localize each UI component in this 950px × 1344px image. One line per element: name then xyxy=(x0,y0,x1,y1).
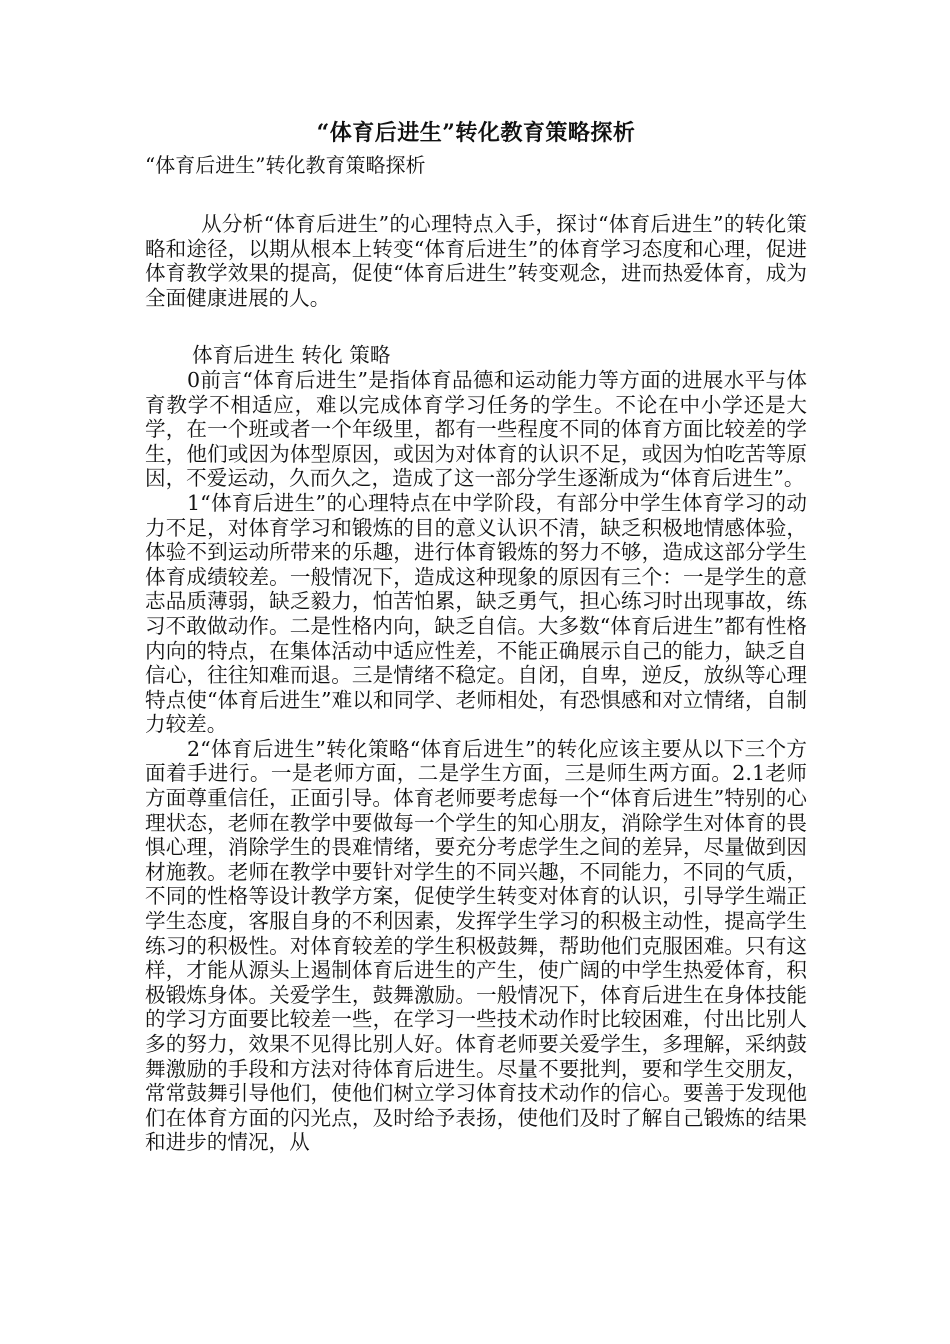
abstract-paragraph: 从分析“体育后进生”的心理特点入手，探讨“体育后进生”的转化策略和途径，以期从根本上转变“体育后进生”的体育学习态度和心理，促进体育教学效果的提高，促使“体育后进生”转变观念，进而热爱体育，成为全面健康进展的人。 xyxy=(145,212,807,310)
body-paragraph-strategy: 2“体育后进生”转化策略“体育后进生”的转化应该主要从以下三个方面着手进行。一是老师方面，二是学生方面，三是师生两方面。2.1老师方面尊重信任，正面引导。体育老师要考虑每一个“体育后进生”特别的心理状态，老师在教学中要做每一个学生的知心朋友，消除学生对体育的畏惧心理，消除学生的畏难情绪，要充分考虑学生之间的差异，尽量做到因材施教。老师在教学中要针对学生的不同兴趣，不同能力，不同的气质，不同的性格等设计教学方案，促使学生转变对体育的认识，引导学生端正学生态度，客服自身的不利因素，发挥学生学习的积极主动性，提高学生练习的积极性。对体育较差的学生积极鼓舞，帮助他们克服困难。只有这样，才能从源头上遏制体育后进生的产生，使广阔的中学生热爱体育，积极锻炼身体。关爱学生，鼓舞激励。一般情况下，体育后进生在身体技能的学习方面要比较差一些，在学习一些技术动作时比较困难，付出比别人多的努力，效果不见得比别人好。体育老师要关爱学生，多理解，采纳鼓舞激励的手段和方法对待体育后进生。尽量不要批判，要和学生交朋友，常常鼓舞引导他们，使他们树立学习体育技术动作的信心。要善于发现他们在体育方面的闪光点，及时给予表扬，使他们及时了解自己锻炼的结果和进步的情况，从 xyxy=(145,736,807,1155)
body-paragraph-psychology: 1“体育后进生”的心理特点在中学阶段，有部分中学生体育学习的动力不足，对体育学习和锻炼的目的意义认识不清，缺乏积极地情感体验，体验不到运动所带来的乐趣，进行体育锻炼的努力不够，造成这部分学生体育成绩较差。一般情况下，造成这种现象的原因有三个：一是学生的意志品质薄弱，缺乏毅力，怕苦怕累，缺乏勇气，担心练习时出现事故，练习不敢做动作。二是性格内向，缺乏自信。大多数“体育后进生”都有性格内向的特点，在集体活动中适应性差，不能正确展示自己的能力，缺乏自信心，往往知难而退。三是情绪不稳定。自闭，自卑，逆反，放纵等心理特点使“体育后进生”难以和同学、老师相处，有恐惧感和对立情绪，自制力较差。 xyxy=(145,490,807,737)
document-page xyxy=(145,118,807,1155)
document-title: “体育后进生”转化教育策略探析 xyxy=(316,120,636,146)
keywords-line: 体育后进生 转化 策略 xyxy=(192,343,391,368)
body-paragraph-intro: 0前言“体育后进生”是指体育品德和运动能力等方面的进展水平与体育教学不相适应，难以完成体育学习任务的学生。不论在中小学还是大学，在一个班或者一个年级里，都有一些程度不同的体育方面比较差的学生，他们或因为体型原因，或因为对体育的认识不足，或因为怕吃苦等原因，不爱运动，久而久之，造成了这一部分学生逐渐成为“体育后进生”。 xyxy=(145,367,807,491)
document-subtitle: “体育后进生”转化教育策略探析 xyxy=(145,153,426,177)
